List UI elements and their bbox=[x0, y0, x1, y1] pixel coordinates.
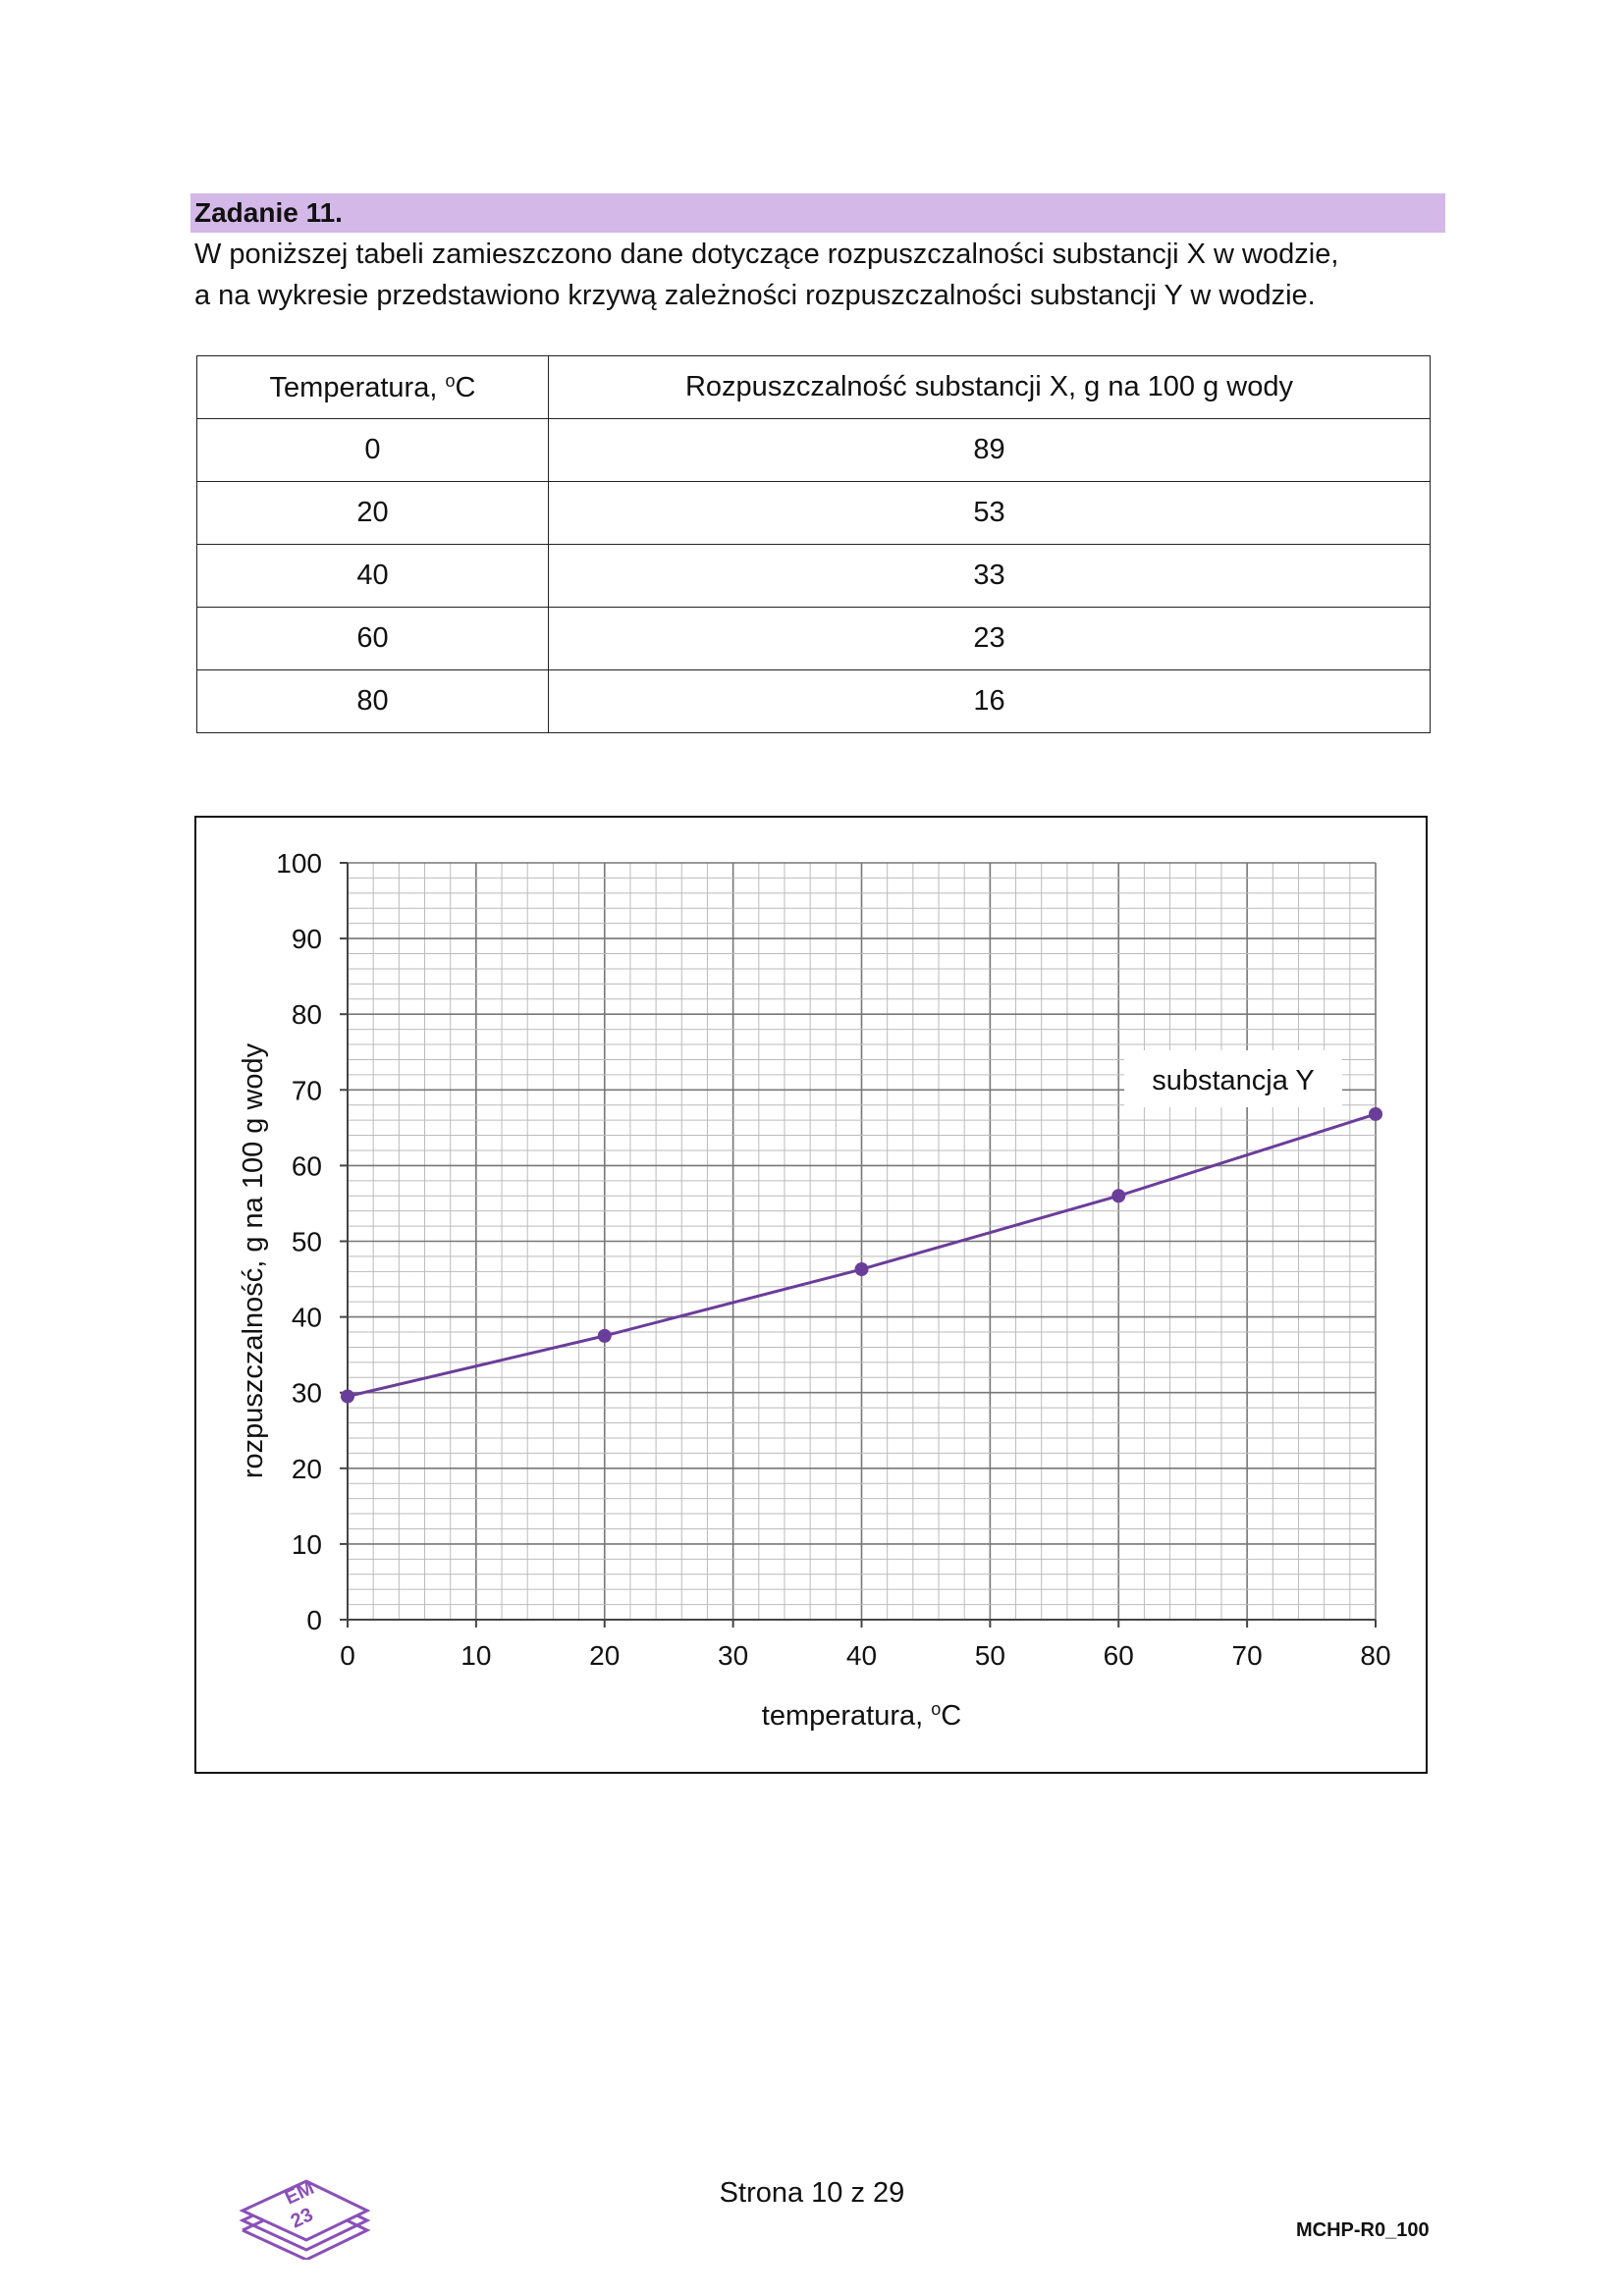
x-tick-label: 70 bbox=[1231, 1640, 1263, 1671]
y-tick-label: 0 bbox=[306, 1605, 322, 1635]
y-tick-label: 20 bbox=[291, 1453, 322, 1484]
x-tick-label: 20 bbox=[589, 1640, 621, 1671]
x-axis-label: temperatura, $^o$C bbox=[761, 1699, 962, 1732]
x-tick-label: 30 bbox=[718, 1640, 749, 1671]
chart-frame bbox=[194, 816, 1428, 1774]
table-row bbox=[197, 670, 1431, 733]
task-intro bbox=[194, 234, 1461, 316]
data-point bbox=[341, 1390, 354, 1404]
table-header-row bbox=[197, 356, 1431, 419]
header-solubility: Rozpuszczalność substancji X, g na 100 g wody bbox=[549, 356, 1431, 419]
x-tick-label: 50 bbox=[974, 1640, 1005, 1671]
x-tick-label: 80 bbox=[1360, 1640, 1391, 1671]
task-title: Zadanie 11. bbox=[190, 193, 1445, 233]
intro-line-1: W poniższej tabeli zamieszczono dane dotyczące rozpuszczalności substancji X w wodzie, bbox=[194, 239, 1339, 270]
x-tick-label: 10 bbox=[460, 1640, 492, 1671]
table-row bbox=[197, 545, 1431, 608]
data-point bbox=[855, 1262, 869, 1276]
cell-solubility: 33 bbox=[549, 545, 1431, 608]
exam-code: MCHP-R0_100 bbox=[1296, 2219, 1430, 2241]
x-tick-label: 0 bbox=[340, 1640, 355, 1671]
cell-solubility: 23 bbox=[549, 608, 1431, 670]
table-row bbox=[197, 608, 1431, 670]
cell-temperature: 20 bbox=[197, 482, 549, 545]
header-temperature bbox=[197, 356, 549, 419]
y-tick-label: 10 bbox=[291, 1528, 322, 1560]
degree-sup: o bbox=[445, 370, 456, 391]
header-temperature-text: Temperatura, bbox=[269, 371, 446, 403]
y-tick-label: 50 bbox=[291, 1226, 322, 1257]
y-tick-label: 30 bbox=[291, 1377, 322, 1409]
cell-temperature: 80 bbox=[197, 670, 549, 733]
table-row bbox=[197, 419, 1431, 482]
y-axis-label: rozpuszczalność, g na 100 g wody bbox=[238, 1042, 269, 1479]
series-label: substancja Y bbox=[1152, 1065, 1315, 1096]
data-point bbox=[1369, 1107, 1382, 1121]
cell-temperature: 40 bbox=[197, 545, 549, 608]
cell-solubility: 16 bbox=[549, 670, 1431, 733]
cell-temperature: 60 bbox=[197, 608, 549, 670]
page-number: Strona 10 z 29 bbox=[719, 2177, 905, 2209]
y-tick-label: 70 bbox=[291, 1075, 322, 1106]
cell-temperature: 0 bbox=[197, 419, 549, 482]
cell-solubility: 53 bbox=[549, 482, 1431, 545]
solubility-chart bbox=[196, 818, 1430, 1776]
svg-text:23: 23 bbox=[287, 2204, 317, 2233]
solubility-table bbox=[196, 355, 1431, 733]
y-tick-label: 40 bbox=[291, 1302, 322, 1333]
x-tick-label: 60 bbox=[1103, 1640, 1134, 1671]
data-point bbox=[598, 1329, 612, 1343]
intro-line-2: a na wykresie przedstawiono krzywą zależności rozpuszczalności substancji Y w wodzie. bbox=[194, 280, 1316, 311]
table-body bbox=[197, 419, 1431, 733]
y-tick-label: 60 bbox=[291, 1150, 322, 1182]
y-tick-label: 90 bbox=[291, 924, 322, 955]
cell-solubility: 89 bbox=[549, 419, 1431, 482]
x-tick-label: 40 bbox=[845, 1640, 878, 1671]
y-tick-label: 100 bbox=[276, 848, 322, 879]
svg-text:EM: EM bbox=[281, 2176, 318, 2210]
y-tick-label: 80 bbox=[291, 999, 322, 1031]
header-temperature-unit: C bbox=[455, 371, 476, 403]
table-row bbox=[197, 482, 1431, 545]
data-point bbox=[1111, 1189, 1125, 1202]
